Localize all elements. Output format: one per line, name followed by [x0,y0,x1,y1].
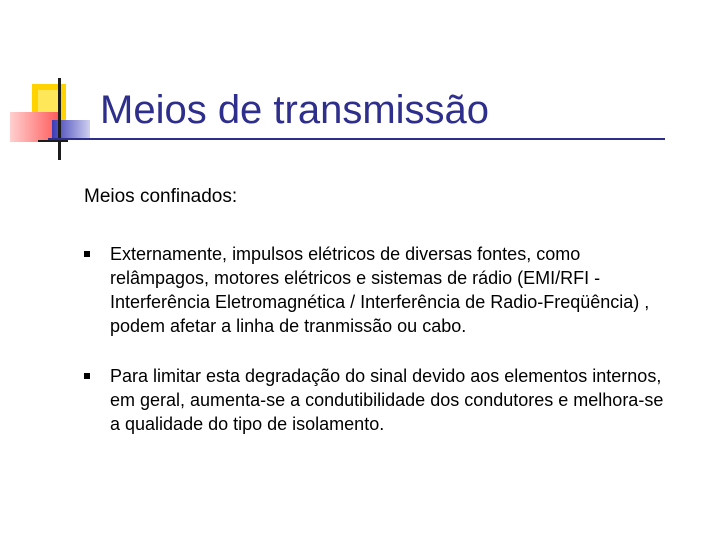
square-bullet-icon [84,251,90,257]
bullet-text: Para limitar esta degradação do sinal devido aos elementos internos, em geral, aumenta-se a condutibilidade dos condutores e melhora-se a qualidade do tipo de isolamento. [110,366,664,434]
title-underline-divider [48,138,665,140]
square-bullet-icon [84,373,90,379]
section-subheading: Meios confinados: [84,186,238,207]
bullet-list [84,242,674,462]
slide-title: Meios de transmissão [100,88,490,132]
bullet-item [84,364,674,436]
decorative-logo-icon [0,0,110,170]
bullet-text: Externamente, impulsos elétricos de diversas fontes, como relâmpagos, motores elétricos e sistemas de rádio (EMI/RFI - Interferência Eletromagnética / Interferência de Radio-Freqüência) , podem afetar a linha de tranmissão ou cabo. [110,244,650,336]
bullet-item [84,242,674,338]
